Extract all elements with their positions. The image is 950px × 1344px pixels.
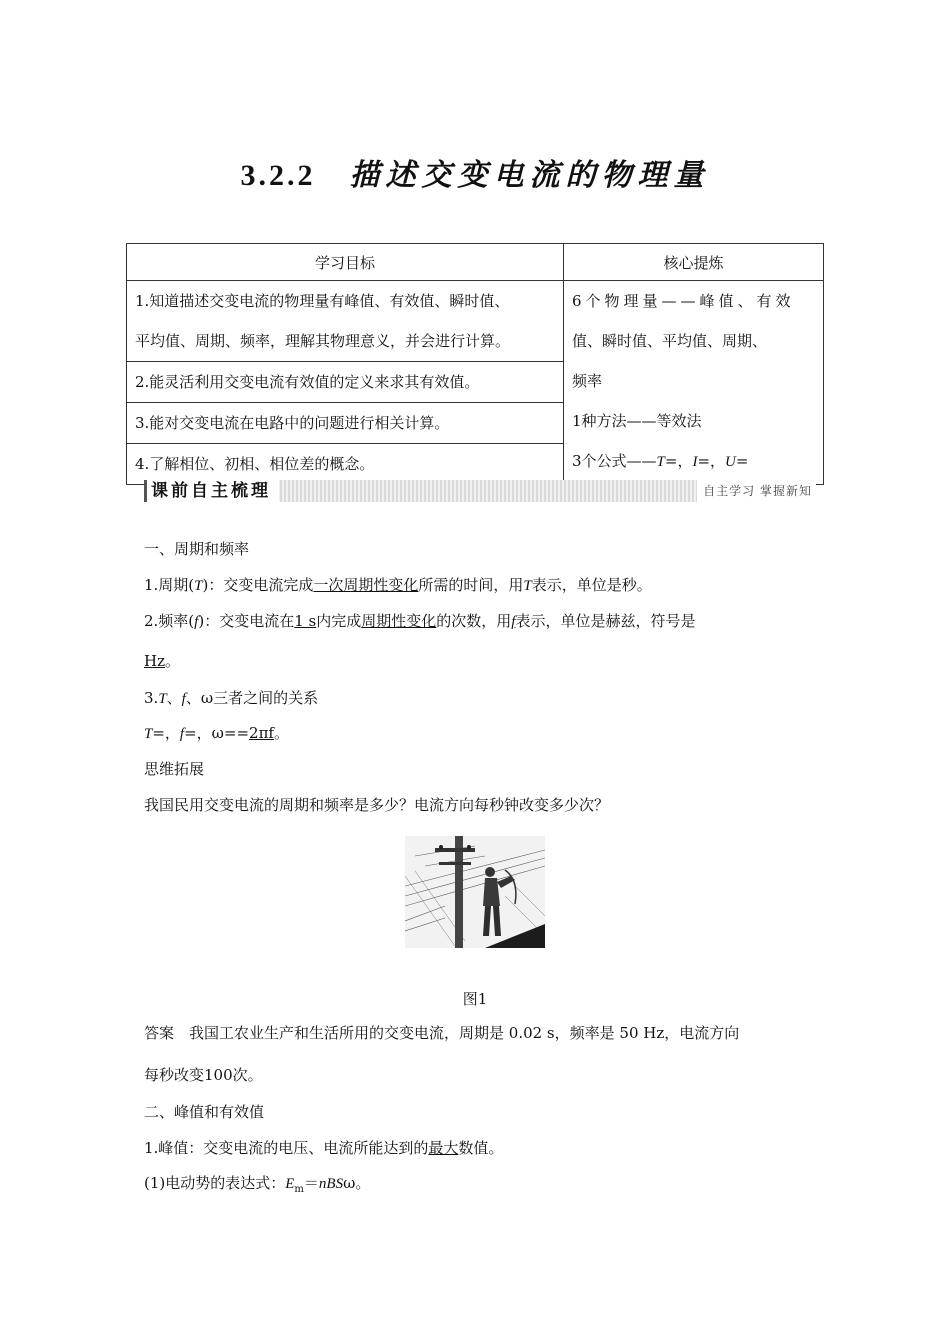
- banner-subtitle: 自主学习 掌握新知: [697, 480, 816, 502]
- relation-heading: 3.T、f、ω三者之间的关系: [144, 689, 319, 707]
- goal-3: 3.能对交变电流在电路中的问题进行相关计算。: [127, 403, 564, 444]
- goal-1: [127, 281, 564, 362]
- core-summary: [564, 281, 824, 485]
- question-text: 我国民用交变电流的周期和频率是多少？电流方向每秒钟改变多少次？: [144, 796, 610, 814]
- answer-line2: 每秒改变100次。: [144, 1066, 263, 1084]
- peak-definition: 1.峰值：交变电流的电压、电流所能达到的最大数值。: [144, 1139, 504, 1157]
- frequency-unit: Hz。: [144, 652, 180, 670]
- goal-1-line2: 平均值、周期、频率，理解其物理意义，并会进行计算。: [135, 332, 511, 350]
- emf-expression: (1)电动势的表达式：$E_m=nBS\omega$。: [144, 1174, 371, 1195]
- goal-1-line1: 1.知道描述交变电流的物理量有峰值、有效值、瞬时值、: [135, 292, 510, 310]
- page-title: [0, 150, 950, 194]
- goal-4: 4.了解相位、初相、相位差的概念。: [127, 444, 564, 485]
- period-definition: 1.周期(T)：交变电流完成一次周期性变化所需的时间，用T表示，单位是秒。: [144, 576, 652, 594]
- core-line1: 6个物理量——峰值、有效: [572, 292, 795, 310]
- frequency-definition: 2.频率(f)：交变电流在1 s内完成周期性变化的次数，用f表示，单位是赫兹，符号是: [144, 612, 696, 630]
- banner-title: 课前自主梳理: [144, 480, 279, 502]
- section-banner: [144, 480, 816, 502]
- core-line2: 值、瞬时值、平均值、周期、: [572, 332, 768, 350]
- heading-peak-effective: 二、峰值和有效值: [144, 1103, 265, 1121]
- figure-caption: 图1: [462, 990, 488, 1008]
- core-line3: 频率: [572, 372, 603, 390]
- objectives-table: [126, 243, 824, 485]
- core-line4: 1种方法——等效法: [572, 412, 702, 430]
- header-goals: 学习目标: [127, 244, 564, 281]
- relation-formulas: T=，f=，ω==2πf。: [144, 724, 290, 742]
- answer-line1: 答案 我国工农业生产和生活所用的交变电流，周期是 0.02 s，频率是 50 Hz，电流方向: [144, 1024, 740, 1042]
- goal-2: 2.能灵活利用交变电流有效值的定义来求其有效值。: [127, 362, 564, 403]
- core-line5: 3个公式——T=，I=，U=: [572, 452, 749, 470]
- power-line-worker-photo: [405, 836, 545, 948]
- section-title: 描述交变电流的物理量: [349, 158, 710, 193]
- header-core: 核心提炼: [564, 244, 824, 281]
- section-number: 3.2.2: [240, 159, 316, 192]
- think-extension: 思维拓展: [144, 760, 205, 778]
- heading-period-frequency: 一、周期和频率: [144, 540, 250, 558]
